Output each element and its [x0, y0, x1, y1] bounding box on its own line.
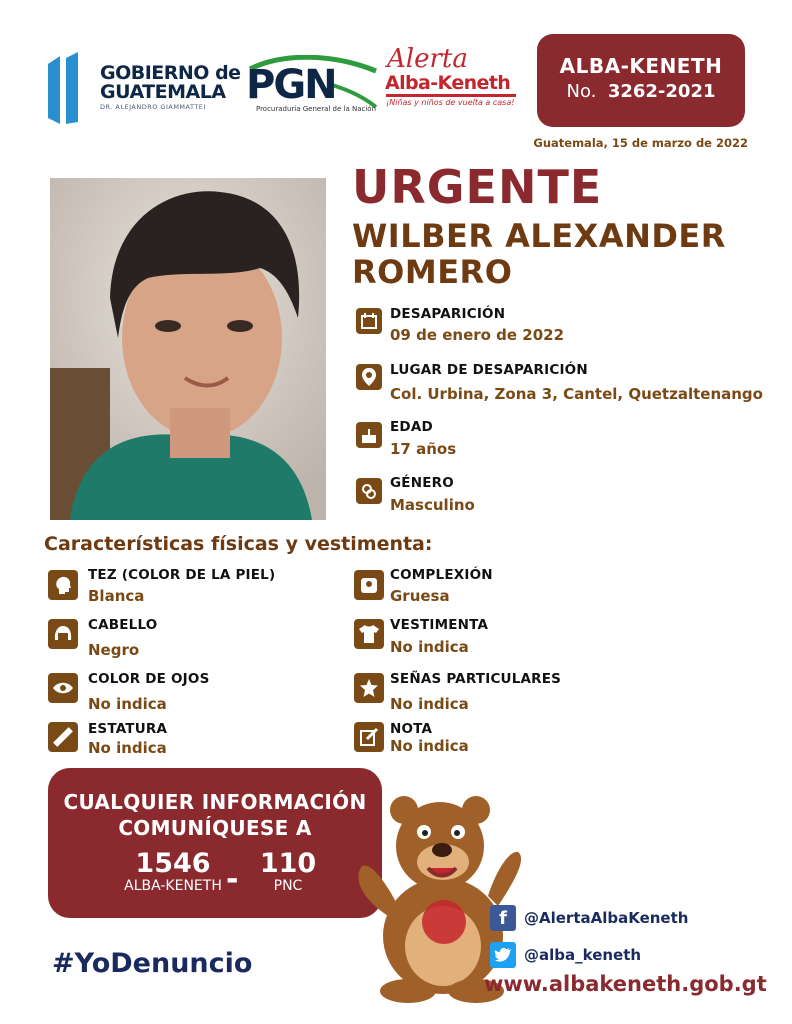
place-value: Col. Urbina, Zona 3, Cantel, Quetzaltenango	[390, 385, 763, 403]
gender-label: GÉNERO	[390, 475, 454, 491]
twitter-icon[interactable]	[490, 942, 516, 968]
alerta-logo-line1: Alerta	[387, 44, 468, 74]
contact-box	[48, 768, 382, 918]
case-title: ALBA-KENETH	[559, 54, 723, 78]
hashtag: #YoDenuncio	[52, 948, 253, 979]
missing-person-photo	[50, 178, 326, 520]
gender-value: Masculino	[390, 496, 475, 514]
tshirt-icon	[354, 619, 384, 649]
president-name: DR. ALEJANDRO GIAMMATTEI	[100, 103, 206, 111]
guatemala-government-logo-icon	[48, 52, 94, 124]
hair-icon	[48, 619, 78, 649]
calendar-icon	[356, 308, 382, 334]
marks-value: No indica	[390, 695, 469, 713]
height-value: No indica	[88, 739, 167, 757]
disappearance-value: 09 de enero de 2022	[390, 326, 565, 344]
skin-label: TEZ (COLOR DE LA PIEL)	[88, 567, 276, 583]
hair-label: CABELLO	[88, 617, 158, 633]
government-name-line1: GOBIERNO de	[100, 62, 241, 84]
note-edit-icon	[354, 722, 384, 752]
note-label: NOTA	[390, 721, 433, 737]
cake-icon	[356, 422, 382, 448]
gender-icon	[356, 478, 382, 504]
place-label: LUGAR DE DESAPARICIÓN	[390, 362, 588, 378]
disappearance-label: DESAPARICIÓN	[390, 306, 506, 322]
ruler-icon	[48, 722, 78, 752]
publication-date: Guatemala, 15 de marzo de 2022	[533, 136, 748, 150]
build-label: COMPLEXIÓN	[390, 567, 493, 583]
pgn-subtitle: Procuraduría General de la Nación	[255, 105, 377, 113]
alerta-tagline: ¡Niñas y niños de vuelta a casa!	[386, 98, 515, 107]
government-name-line2: GUATEMALA	[100, 81, 226, 103]
phone-alba-keneth-label: ALBA-KENETH	[124, 878, 222, 894]
marks-label: SEÑAS PARTICULARES	[390, 671, 562, 687]
pgn-logo-text: PGN	[246, 62, 336, 108]
star-icon	[354, 673, 384, 703]
website-link[interactable]: www.albakeneth.gob.gt	[484, 972, 767, 996]
urgency-title: URGENTE	[352, 160, 603, 214]
hair-value: Negro	[88, 641, 140, 659]
facebook-handle[interactable]: @AlertaAlbaKeneth	[524, 909, 689, 927]
case-prefix: No.	[566, 81, 597, 102]
eyes-label: COLOR DE OJOS	[88, 671, 210, 687]
person-name-line1: WILBER ALEXANDER	[352, 217, 726, 255]
eye-icon	[48, 673, 78, 703]
phone-alba-keneth[interactable]: 1546	[135, 848, 211, 879]
phone-separator: -	[226, 862, 239, 897]
contact-line1: CUALQUIER INFORMACIÓN	[63, 790, 367, 814]
height-label: ESTATURA	[88, 721, 168, 737]
person-name-line2: ROMERO	[352, 253, 513, 291]
facebook-icon[interactable]: f	[490, 905, 516, 931]
case-number: 3262-2021	[607, 81, 716, 102]
case-number-line	[537, 81, 745, 102]
case-number-box	[537, 34, 745, 127]
head-icon	[48, 570, 78, 600]
phone-pnc-label: PNC	[273, 878, 303, 894]
build-value: Gruesa	[390, 587, 450, 605]
skin-value: Blanca	[88, 587, 145, 605]
age-value: 17 años	[390, 440, 457, 458]
alerta-logo-underline	[386, 94, 516, 97]
location-pin-icon	[356, 364, 382, 390]
phone-pnc[interactable]: 110	[259, 848, 317, 879]
characteristics-title: Características físicas y vestimenta:	[44, 533, 433, 555]
twitter-handle[interactable]: @alba_keneth	[524, 946, 642, 964]
note-value: No indica	[390, 737, 469, 755]
clothing-label: VESTIMENTA	[390, 617, 489, 633]
clothing-value: No indica	[390, 638, 469, 656]
alerta-logo-line2: Alba-Keneth	[385, 72, 511, 94]
age-label: EDAD	[390, 419, 433, 435]
scale-icon	[354, 570, 384, 600]
eyes-value: No indica	[88, 695, 167, 713]
contact-line2: COMUNÍQUESE A	[118, 816, 312, 840]
